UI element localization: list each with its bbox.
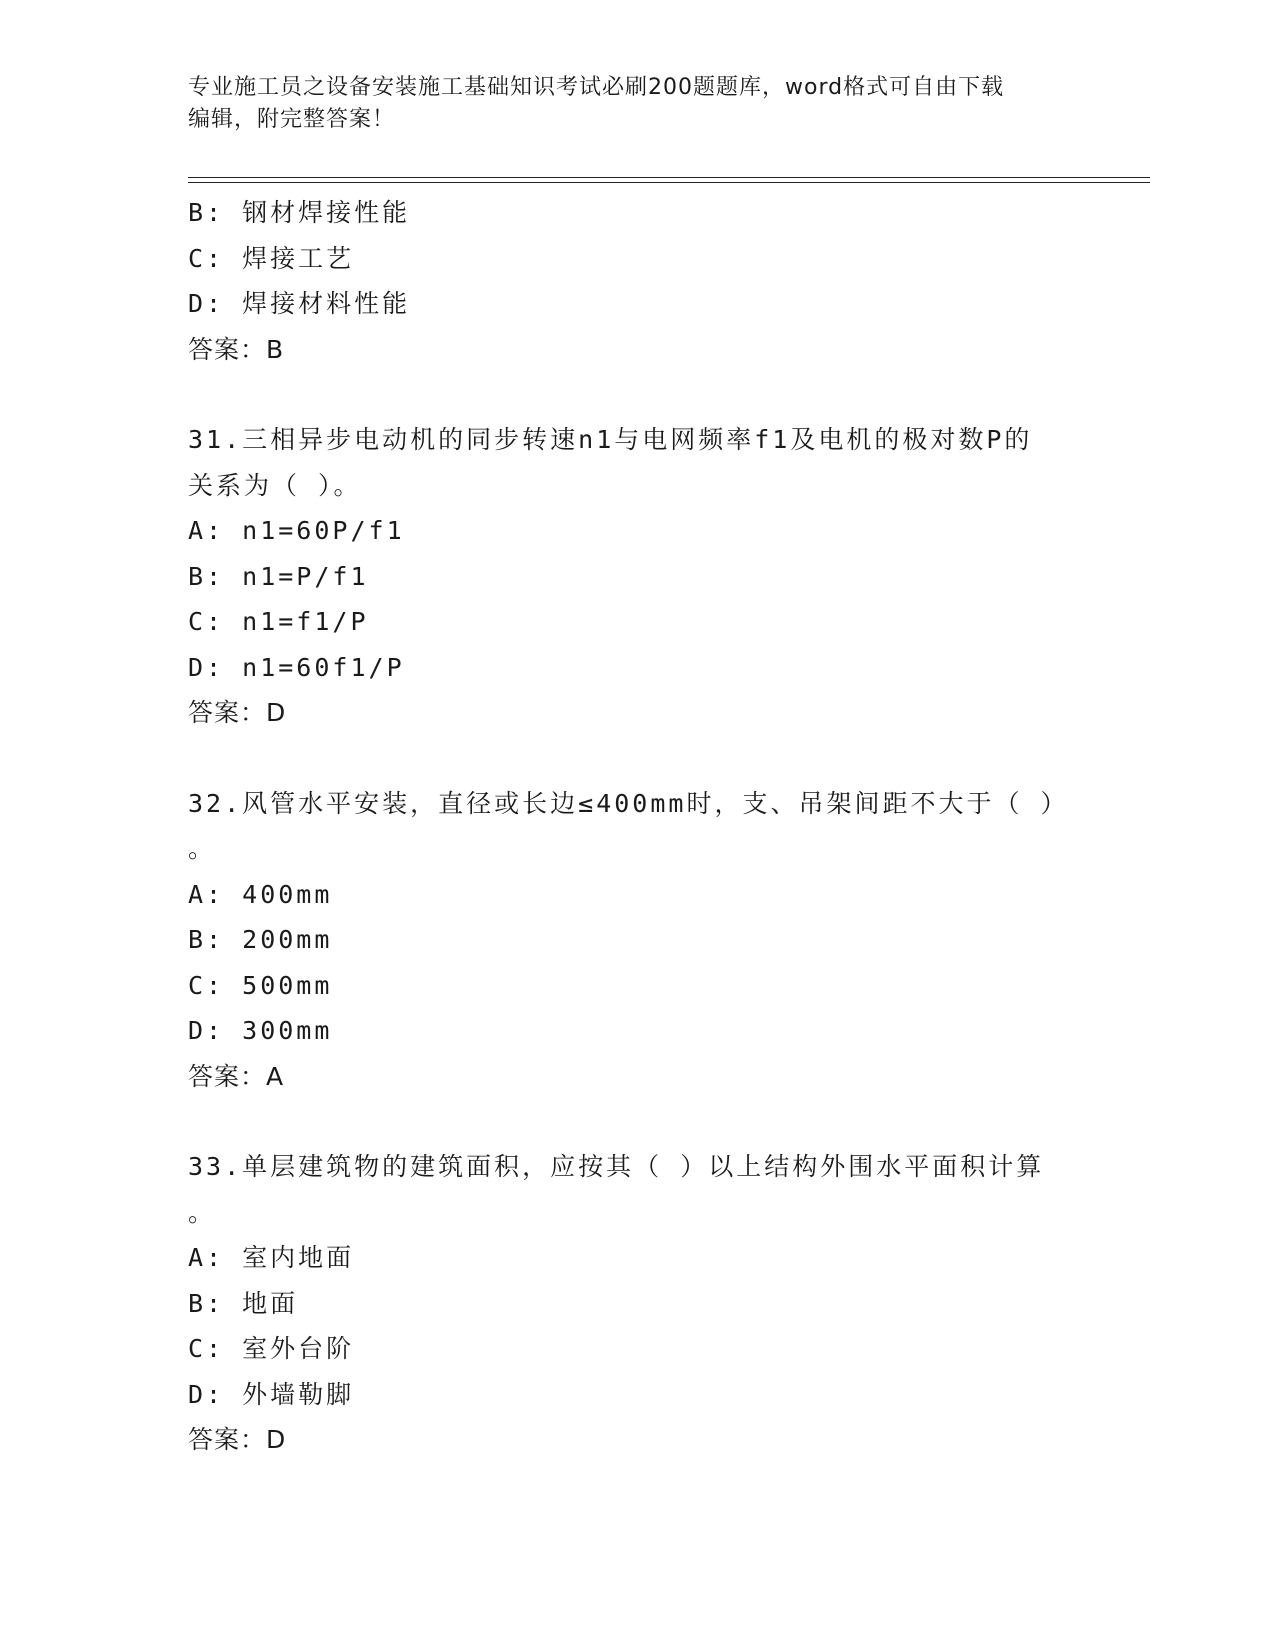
header-line-1: 专业施工员之设备安装施工基础知识考试必刷200题题库，word格式可自由下载: [188, 75, 1005, 100]
option-b: B: 地面: [188, 1288, 299, 1318]
document-header: [188, 72, 1088, 136]
document-body: [188, 190, 1088, 1463]
option-c: C: 500mm: [188, 970, 333, 1000]
spacer: [188, 736, 1088, 781]
header-line-2: 编辑，附完整答案！: [188, 107, 396, 132]
option-b: B: 200mm: [188, 925, 333, 954]
answer: 答案：D: [188, 698, 287, 727]
option-a: A: 400mm: [188, 879, 333, 909]
question-text-line-1: 31.三相异步电动机的同步转速n1与电网频率f1及电机的极对数P的: [188, 425, 1033, 454]
option-d: D: 外墙勒脚: [188, 1379, 355, 1409]
spacer: [188, 372, 1088, 417]
answer: 答案：B: [188, 334, 285, 364]
question-block-32: [188, 781, 1088, 1100]
question-text-line-2: 。: [188, 1197, 217, 1227]
question-block-31: [188, 417, 1088, 736]
spacer: [188, 1099, 1088, 1144]
option-a: A: n1=60P/f1: [188, 516, 405, 545]
header-divider-bottom: [188, 182, 1150, 183]
option-b: B: n1=P/f1: [188, 561, 369, 591]
option-d: D: 焊接材料性能: [188, 289, 411, 318]
answer: 答案：A: [188, 1061, 285, 1091]
option-b: B: 钢材焊接性能: [188, 198, 411, 227]
option-c: C: n1=f1/P: [188, 607, 369, 636]
option-a: A: 室内地面: [188, 1243, 355, 1272]
question-text-line-1: 33.单层建筑物的建筑面积，应按其（ ）以上结构外围水平面积计算: [188, 1152, 1045, 1181]
option-c: C: 焊接工艺: [188, 243, 355, 273]
option-d: D: 300mm: [188, 1016, 333, 1045]
question-text-line-2: 。: [188, 834, 217, 863]
header-divider-top: [188, 177, 1150, 178]
answer: 答案：D: [188, 1425, 287, 1454]
option-c: C: 室外台阶: [188, 1334, 355, 1363]
option-d: D: n1=60f1/P: [188, 652, 405, 682]
question-text-line-2: 关系为（ ）。: [188, 470, 362, 500]
question-block-33: [188, 1144, 1088, 1463]
question-text-line-1: 32.风管水平安装，直径或长边≤400mm时，支、吊架间距不大于（ ）: [188, 788, 1069, 818]
question-block-30-tail: [188, 190, 1088, 372]
